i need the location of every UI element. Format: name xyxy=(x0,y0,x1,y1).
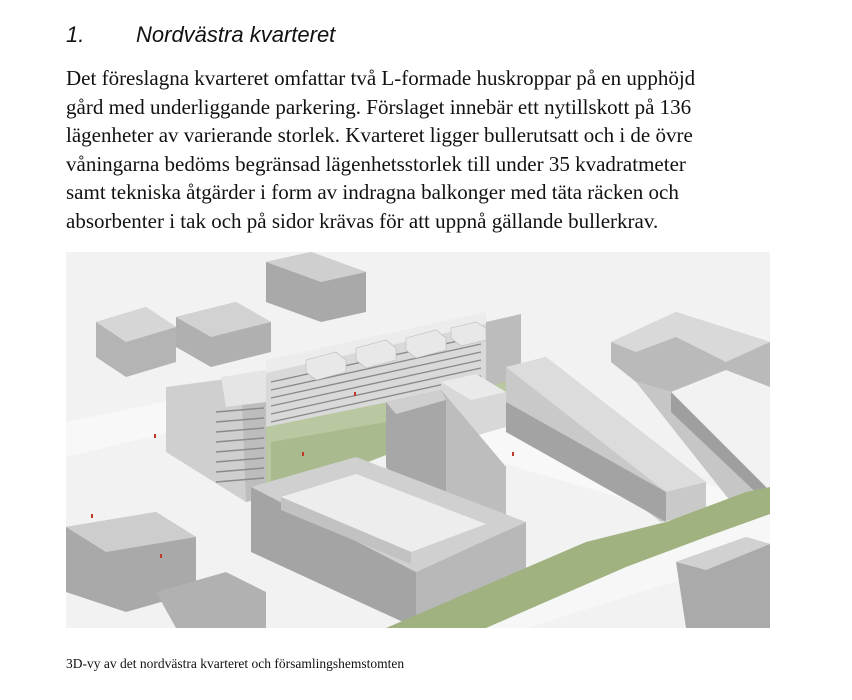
body-line: gård med underliggande parkering. Förslaget innebär ett nytillskott på 136 xyxy=(66,94,692,119)
section-heading xyxy=(66,22,335,48)
body-line: Det föreslagna kvarteret omfattar två L-formade huskroppar på en upphöjd xyxy=(66,66,696,90)
body-paragraph xyxy=(66,64,786,235)
figure-caption: 3D-vy av det nordvästra kvarteret och församlingshemstomten xyxy=(66,656,405,671)
3d-city-block-illustration xyxy=(66,252,770,628)
body-line: absorbenter i tak och på sidor krävas för att uppnå gällande bullerkrav. xyxy=(66,208,659,233)
body-line: lägenheter av varierande storlek. Kvarteret ligger bullerutsatt och i de övre xyxy=(66,123,693,147)
section-title: Nordvästra kvarteret xyxy=(136,22,336,47)
body-line: samt tekniska åtgärder i form av indragna balkonger med täta räcken och xyxy=(66,180,679,204)
figure-3d-view xyxy=(66,252,770,628)
body-line: våningarna bedöms begränsad lägenhetsstorlek till under 35 kvadratmeter xyxy=(66,151,686,176)
section-number: 1. xyxy=(66,22,85,47)
